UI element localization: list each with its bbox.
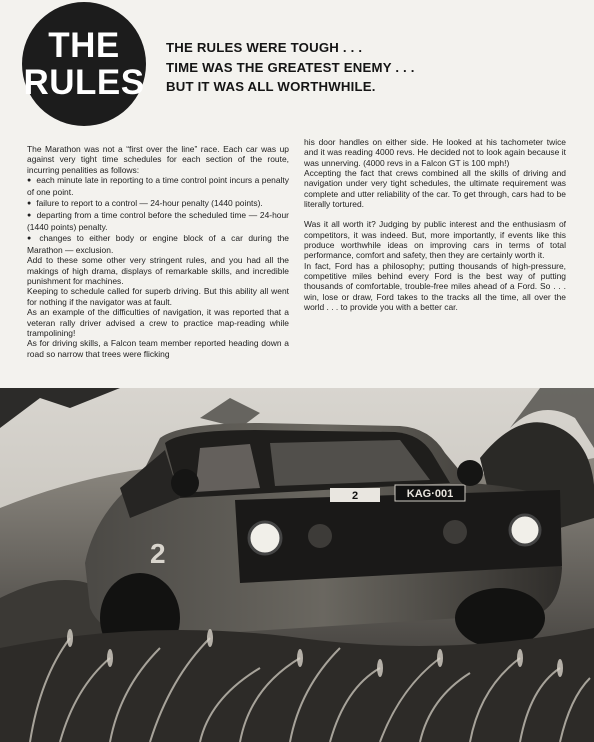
intro-paragraph: The Marathon was not a “first over the line” race. Each car was up against very tight time schedules for each section of the route, incurring penalities as follows: [27,144,289,175]
body-paragraph: Accepting the fact that crews combined all the skills of driving and navigation under very tight schedules, the ultimate requirement was complete and utter reliability of the car. To get through, cars had to be literally tortured. [304,168,566,210]
rule-bullet-failure: ● failure to report to a control — 24-hour penalty (1440 points). [27,198,289,210]
badge-line-2: RULES [23,63,145,102]
body-paragraph: As an example of the difficulties of navigation, it was reported that a veteran rally driver advised a crew to practice map-reading while trampolining! [27,307,289,338]
badge-line-1: THE [48,26,120,65]
headline-line-1: THE RULES WERE TOUGH . . . [166,40,363,55]
headline-line-3: BUT IT WAS ALL WORTHWHILE. [166,79,376,94]
body-paragraph: his door handles on either side. He looked at his tachometer twice and it was reading 4000 revs. He decided not to look again because it was unnerving. (4000 revs in a Falcon GT is 100 mph!) [304,137,566,168]
body-paragraph: In fact, Ford has a philosophy; putting thousands of high-pressure, competitive miles behind every Ford is the best way of putting thousands of comfortable, trouble-free miles ahead of a Ford. So . . . win, lose or draw, Ford takes to the tracks all the time, all over the world . . . to provide you with a better car. [304,260,566,313]
body-paragraph: Keeping to schedule called for superb driving. But this ability all went for nothing if the navigator was at fault. [27,286,289,307]
headline-line-2: TIME WAS THE GREATEST ENEMY . . . [166,59,415,75]
rally-plate-number: 2 [351,490,359,502]
body-paragraph: As for driving skills, a Falcon team member reported heading down a road so narrow that trees were flicking [27,338,289,359]
title-badge [22,2,146,126]
door-number: 2 [150,538,166,569]
left-column [27,144,289,359]
headline [166,38,566,97]
rule-bullet-changes: ● changes to either body or engine block of a car during the Marathon — exclusion. [27,233,289,256]
right-column [304,137,566,313]
rally-car-illustration [0,388,594,742]
body-paragraph: Was it all worth it? Judging by public interest and the enthusiasm of competitors, it was indeed. But, more importantly, if events like this produce worthwhile ideas on improving cars in terms of total performance, comfort and safety, then they are certainly worth it. [304,219,566,261]
rally-car-photo [0,388,594,742]
body-paragraph: Add to these some other very stringent rules, and you had all the makings of high drama, displays of remarkable skills, and incredible punishment for machines. [27,255,289,287]
number-plate: KAG·001 [406,488,454,500]
rule-bullet-late: ● each minute late in reporting to a time control point incurs a penalty of one point. [27,175,289,198]
rule-bullet-early: ● departing from a time control before the scheduled time — 24-hour (1440 points) penalty. [27,210,289,233]
